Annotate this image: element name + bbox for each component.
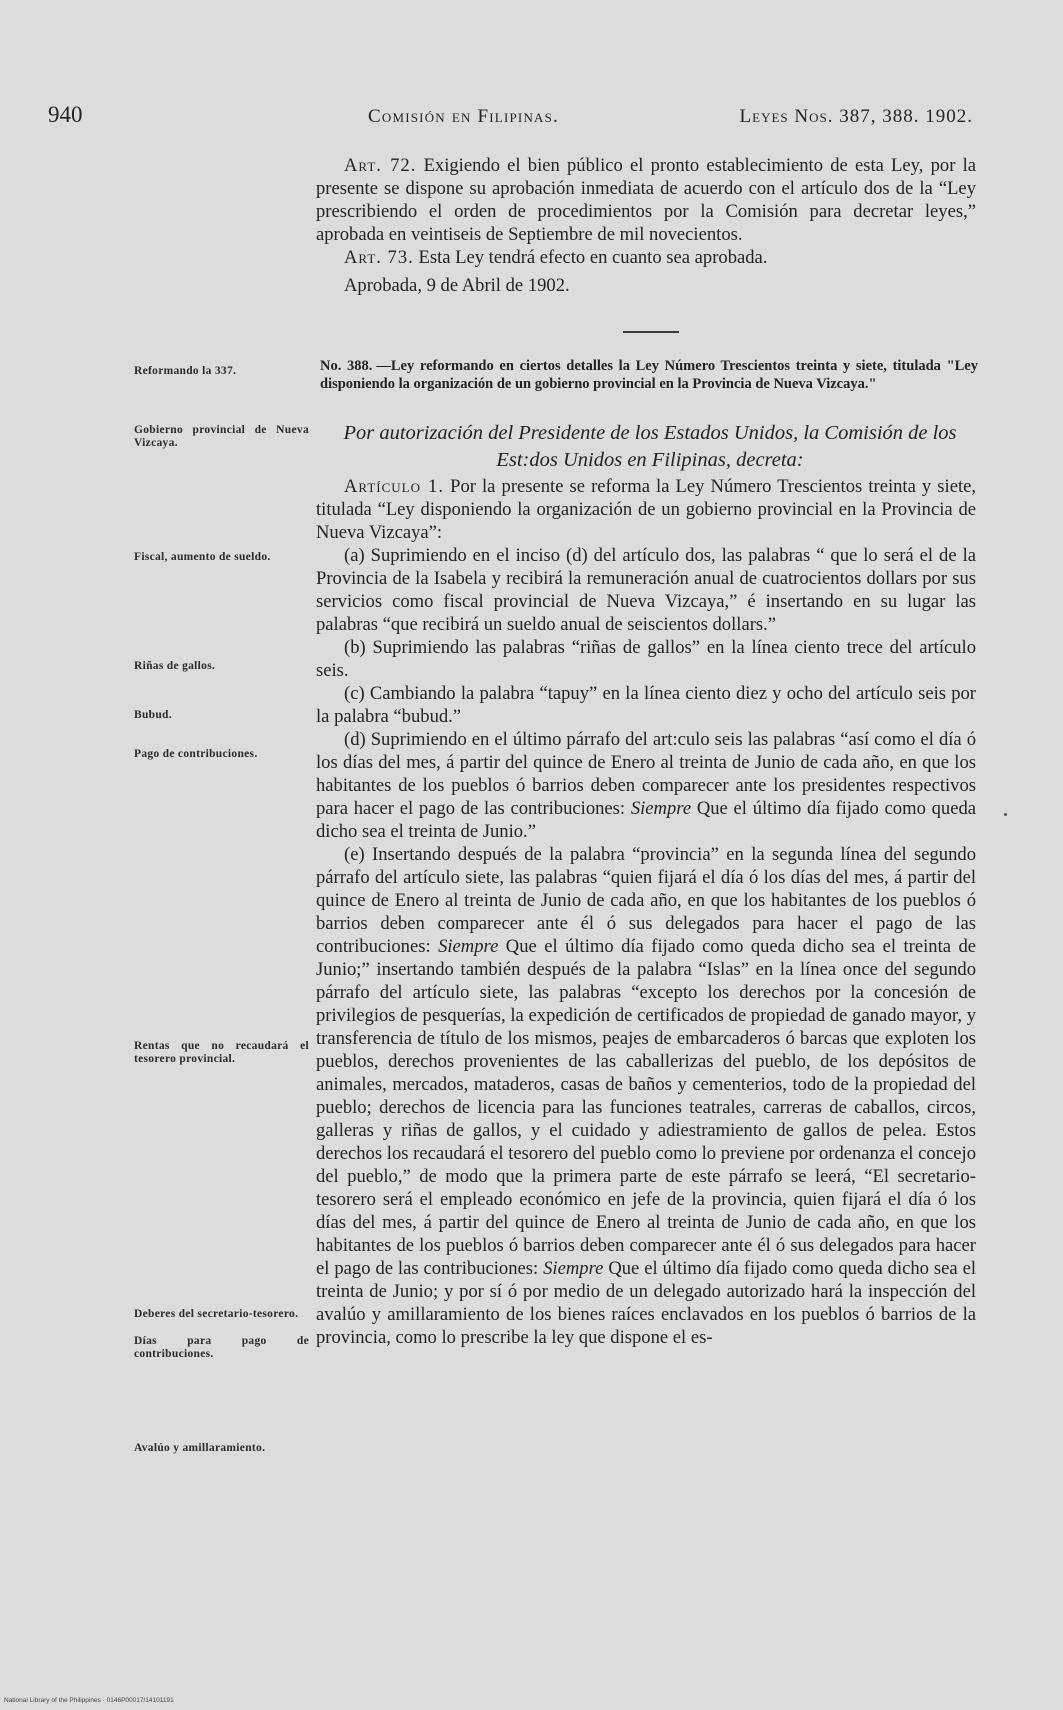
margin-note: Deberes del secretario-tesorero.	[134, 1308, 299, 1320]
article-73-label: Art. 73.	[344, 247, 414, 268]
scan-footer: National Library of the Philippines · 0146P00017/14101191	[4, 1697, 174, 1704]
margin-note: Bubud.	[134, 709, 172, 721]
clause-a: (a) Suprimiendo en el inciso (d) del artículo dos, las palabras “ que lo será el de la Provincia de la Isabela y recibirá la remuneración anual de cuatrocientos dollars por sus servicios como fiscal provincial de Nueva Vizcaya,” é insertando en su lugar las palabras “que recibirá un sueldo anual de seiscientos dollars.”	[316, 545, 976, 635]
enacting-clause: Por autorización del Presidente de los Estados Unidos, la Comisión de los Est:dos Unidos en Filipinas, decreta:	[343, 422, 957, 471]
law-number: No. 388.	[320, 358, 373, 374]
article-1-text: Por la presente se reforma la Ley Número Trescientos treinta y siete, titulada “Ley disponiendo la organización de un gobierno provincial en la Provincia de Nueva Vizcaya”:	[316, 476, 977, 543]
clause-d: (d) Suprimiendo en el último párrafo del art:culo seis las palabras “así como el día ó los días del mes, á partir del quince de Enero al treinta de Junio de cada año, en que los habitantes de los pueblos ó barrios deben comparecer ante los presidentes respectivos para hacer el pago de las contribuciones: Siempre Que el último día fijado como queda dicho sea el treinta de Junio.”	[316, 729, 977, 842]
margin-note: Días para pago de contribuciones.	[134, 1335, 309, 1360]
article-72	[316, 154, 976, 246]
margin-note: Avalúo y amillaramiento.	[134, 1442, 266, 1454]
margin-note: Riñas de gallos.	[134, 660, 216, 672]
clause-c: (c) Cambiando la palabra “tapuy” en la línea ciento diez y ocho del artículo seis por la palabra “bubud.”	[316, 683, 976, 727]
margin-note: Rentas que no recaudará el tesorero provincial.	[134, 1040, 309, 1065]
article-72-label: Art. 72.	[344, 155, 417, 176]
margin-note: Fiscal, aumento de sueldo.	[134, 551, 271, 563]
law-title-text: —Ley reformando en ciertos detalles la Ley Número Trescientos treinta y siete, titulada "Ley disponiendo la organización de un gobierno provincial en la Provincia de Nueva Vizcaya."	[320, 358, 978, 392]
approval-date: Aprobada, 9 de Abril de 1902.	[344, 275, 570, 296]
header-right: Leyes Nos. 387, 388. 1902.	[739, 106, 973, 127]
article-1	[316, 475, 976, 544]
top-articles	[316, 154, 976, 297]
section-divider	[623, 331, 679, 333]
article-72-text: Exigiendo el bien público el pronto establecimiento de esta Ley, por la presente se dispone su aprobación inmediata de acuerdo con el artículo dos de la “Ley prescribiendo el orden de procedimientos por la Comisión para decretar leyes,” aprobada en veintiseis de Septiembre de mil novecientos.	[316, 155, 976, 245]
law-body	[316, 475, 976, 1349]
margin-note: Reformando la 337.	[134, 365, 237, 377]
article-73	[316, 246, 976, 269]
margin-note: Pago de contribuciones.	[134, 748, 258, 760]
margin-note: Gobierno provincial de Nueva Vizcaya.	[134, 424, 309, 449]
law-title	[320, 357, 978, 393]
header-title: Comisión en Filipinas.	[368, 106, 559, 127]
speck	[1004, 813, 1007, 816]
running-header	[48, 102, 973, 132]
clause-e: (e) Insertando después de la palabra “provincia” en la segunda línea del segundo párrafo del artículo siete, las palabras “quien fijará el día ó los días del mes, á partir del quince de Enero al treinta de Junio de cada año, en que los habitantes de los pueblos ó barrios deben comparecer ante él ó sus delegados para hacer el pago de las contribuciones: Siempre Que el último día fijado como queda dicho sea el treinta de Junio;” insertando también después de la palabra “Islas” en la línea once del segundo párrafo del artículo siete, las palabras “excepto los derechos por la concesión de privilegios de pesquerías, la expedición de certificados de propiedad de ganado mayor, y transferencia de título de los mismos, peajes de embarcaderos ó barcas que exploten los pueblos, derechos provenientes de las caballerizas del pueblo, de los depósitos de animales, mercados, mataderos, casas de baños y cementerios, todo de la propiedad del pueblo; derechos de licencia para las funciones teatrales, carreras de caballos, circos, galleras y riñas de gallos, y el cuidado y adiestramiento de gallos de pelea. Estos derechos los recaudará el tesorero del pueblo como lo previene por ordenanza el concejo del pueblo,” de modo que la primera parte de este párrafo se leerá, “El secretario-tesorero será el empleado económico en jefe de la provincia, quien fijará el día ó los días del mes, á partir del quince de Enero al treinta de Junio de cada año, en que los habitantes de los pueblos ó barrios deben comparecer ante él ó sus delegados para hacer el pago de las contribuciones: Siempre Que el último día fijado como queda dicho sea el treinta de Junio; y por sí ó por medio de un delegado autorizado hará la inspección del avalúo y amillaramiento de los bienes raíces enclavados en los pueblos ó barrios de la provincia, como lo prescribe la ley que dispone el es-	[316, 844, 977, 1348]
page-number: 940	[48, 102, 83, 127]
article-1-label: Artículo 1.	[344, 476, 445, 497]
clause-b: (b) Suprimiendo las palabras “riñas de gallos” en la línea ciento trece del artículo seis.	[316, 637, 976, 681]
article-73-text: Esta Ley tendrá efecto en cuanto sea aprobada.	[418, 247, 768, 268]
